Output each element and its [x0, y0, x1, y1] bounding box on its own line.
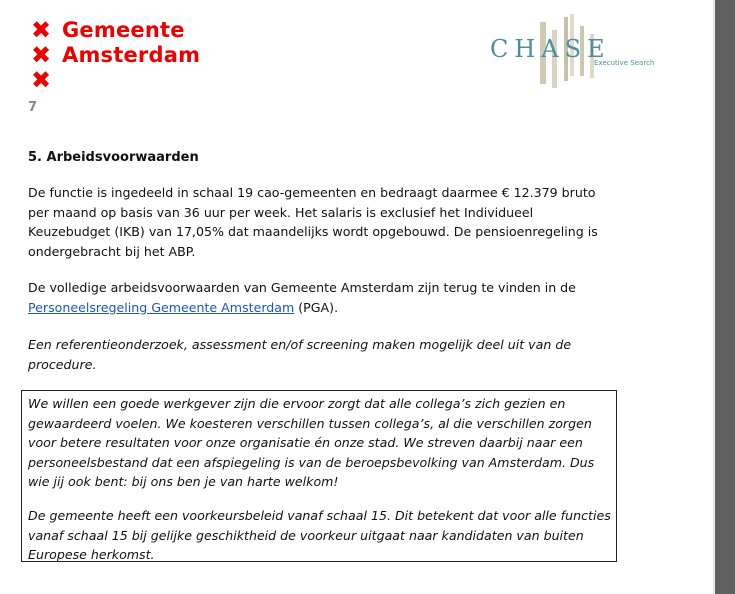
conditions-text: De volledige arbeidsvoorwaarden van Gemeente Amsterdam zijn terug te vinden in de	[28, 280, 576, 295]
chase-executive-search-logo	[486, 14, 656, 90]
scrollbar-track[interactable]	[715, 0, 735, 594]
page-number: 7	[28, 100, 38, 115]
conditions-paragraph	[28, 278, 613, 317]
conditions-text-end: (PGA).	[294, 299, 339, 315]
pga-link[interactable]: Personeelsregeling Gemeente Amsterdam	[28, 299, 295, 315]
section-heading: 5. Arbeidsvoorwaarden	[28, 150, 199, 165]
andreas-cross-icon: ✖	[30, 66, 52, 94]
chase-tagline: Executive Search	[594, 59, 655, 67]
logo-word-gemeente: Gemeente	[62, 18, 185, 42]
diversity-statement-box	[21, 390, 617, 562]
preference-policy-paragraph: De gemeente heeft een voorkeursbeleid vanaf schaal 15. Dit betekent dat voor alle functies vanaf schaal 15 bij gelijke geschiktheid de voorkeur uitgaat naar kandidaten van buiten Europese herkomst.	[28, 508, 611, 562]
andreas-cross-icon: ✖	[30, 41, 52, 69]
salary-paragraph: De functie is ingedeeld in schaal 19 cao-gemeenten en bedraagt daarmee € 12.379 bruto per maand op basis van 36 uur per week. Het salaris is exclusief het Individueel Keuzebudget (IKB) van 17,05% dat maandelijks wordt opgebouwd. De pensioenregeling is ondergebracht bij het ABP.	[28, 185, 598, 259]
procedure-paragraph: Een referentieonderzoek, assessment en/of screening maken mogelijk deel uit van de procedure.	[28, 337, 572, 372]
diversity-paragraph: We willen een goede werkgever zijn die ervoor zorgt dat alle collega’s zich gezien en gewaardeerd voelen. We koesteren verschillen tussen collega’s, al die verschillen zorgen voor betere resultaten voor onze organisatie én onze stad. We streven daarbij naar een personeelsbestand dat een afspiegeling is van de beroepsbevolking van Amsterdam. Dus wie jij ook bent: bij ons ben je van harte welkom!	[28, 396, 595, 489]
logo-word-amsterdam: Amsterdam	[62, 43, 201, 67]
chase-wordmark: CHASE	[490, 35, 611, 63]
andreas-cross-icon: ✖	[30, 16, 52, 44]
